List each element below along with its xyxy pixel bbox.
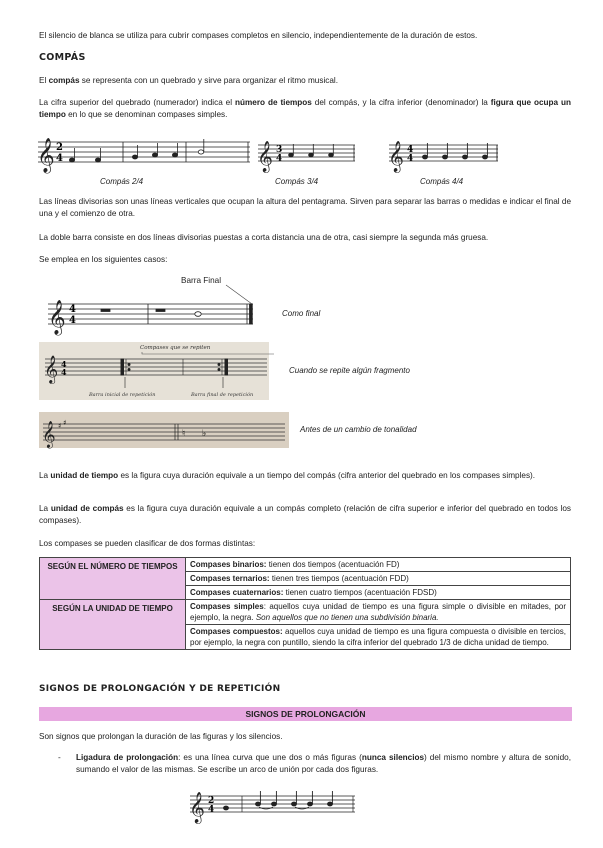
group-beat-unit: SEGÚN LA UNIDAD DE TIEMPO [40,600,186,650]
svg-text:𝄞: 𝄞 [42,422,56,448]
compas-paragraph-2: La cifra superior del quebrado (numerador) indica el número de tiempos del compás, y la cifra inferior (denominador) la figura que ocupa un tiempo en lo que se denominan compases simples. [39,98,571,119]
row-ternarios: Compases ternarios: tienen tres tiempos (acentuación FDD) [186,572,571,586]
caption-2-4: Compás 2/4 [100,177,144,186]
treble-clef-icon: 𝄞 [48,300,66,335]
signos-prolongacion-band: SIGNOS DE PROLONGACIÓN [39,707,572,721]
time-sig-denominator: 4 [208,805,215,815]
svg-text:4: 4 [69,304,76,315]
staff-2-4 [38,136,253,172]
list-bullet: - [58,753,61,762]
repeat-start-label: Barra inicial de repetición [89,392,156,398]
ligadura-paragraph: Ligadura de prolongación: es una línea curva que une dos o más figuras (nunca silencios) del mismo nombre y altura de sonido, sumando el valor de las mismas. Se escribe un arco de unión por cada dos figuras. [76,753,571,774]
time-sig-numerator: 2 [208,796,215,806]
svg-text:𝄞: 𝄞 [44,355,59,383]
group-number-of-beats: SEGÚN EL NÚMERO DE TIEMPOS [40,558,186,600]
time-sig-numerator: 4 [407,145,414,155]
svg-text:4: 4 [69,315,76,326]
signos-heading: SIGNOS DE PROLONGACIÓN Y DE REPETICIÓN [39,684,281,694]
table-row [40,558,571,572]
repeated-bars-label: Compases que se repiten [140,345,211,351]
svg-text:4: 4 [61,367,67,377]
treble-clef-icon: 𝄞 [189,792,205,823]
svg-text:♭: ♭ [202,429,207,439]
time-sig-denominator: 4 [407,154,414,164]
treble-clef-icon: 𝄞 [37,138,55,173]
time-sig-denominator: 4 [276,154,283,164]
barlines-paragraph-2: La doble barra consiste en dos líneas divisorias puestas a corta distancia una de otra, casi siempre la segunda más gruesa. [39,233,489,242]
classify-intro: Los compases se pueden clasificar de dos formas distintas: [39,539,256,548]
compas-classification-table [39,557,571,650]
case-caption-final: Como final [282,309,321,318]
svg-text:♮: ♮ [182,429,186,439]
treble-clef-icon: 𝄞 [257,141,273,172]
treble-clef-icon: 𝄞 [388,141,404,172]
barlines-paragraph-1: Las líneas divisorias son unas líneas verticales que ocupan la altura del pentagrama. Sirven para separar las barras o medidas e indicar el final de una y el comienzo de otra. [39,197,571,218]
ligadura-staff [190,788,360,822]
signos-intro: Son signos que prolongan la duración de las figuras y los silencios. [39,732,283,741]
caption-3-4: Compás 3/4 [275,177,319,186]
time-sig-denominator: 4 [56,153,63,164]
table-row [40,600,571,625]
unidad-tiempo-paragraph: La unidad de tiempo es la figura cuya duración equivale a un tiempo del compás (cifra anterior del quebrado en los compases simples). [39,471,536,480]
time-sig-numerator: 2 [56,142,63,153]
staff-3-4 [258,139,358,173]
key-change-score-image [39,412,289,448]
repeat-end-label: Barra final de repetición [191,392,254,398]
staff-4-4 [389,137,501,171]
repeat-score-image [39,342,269,400]
staff-final-barline [48,282,268,335]
row-simples: Compases simples: aquellos cuya unidad de tiempo es una figura simple o divisible en mitades, por ejemplo, la negra. Son aquellos que no tienen una subdivisión binaria. [186,600,571,625]
case-caption-key-change: Antes de un cambio de tonalidad [300,425,417,434]
compas-paragraph-1: El compás se representa con un quebrado y sirve para organizar el ritmo musical. [39,76,339,85]
unidad-compas-paragraph: La unidad de compás es la figura cuya duración equivale a un compás completo (relación de cifra superior e inferior del quebrado en todos los compases). [39,504,571,525]
case-caption-repeat: Cuando se repite algún fragmento [289,366,410,375]
svg-text:♯: ♯ [58,422,62,430]
svg-text:♯: ♯ [63,419,67,427]
row-compuestos: Compases compuestos: aquellos cuya unidad de tiempo es una figura compuesta o divisible en tercios, por ejemplo, la negra con puntillo, siendo la cifra inferior del quebrado 1/3 de dicha unidad de tiempo. [186,625,571,650]
compas-heading: COMPÁS [39,52,86,63]
barlines-paragraph-3: Se emplea en los siguientes casos: [39,255,168,264]
row-cuaternarios: Compases cuaternarios: tienen cuatro tiempos (acentuación FDSD) [186,586,571,600]
row-binarios: Compases binarios: tienen dos tiempos (acentuación FD) [186,558,571,572]
intro-line: El silencio de blanca se utiliza para cubrir compases completos en silencio, independientemente de la duración de estos. [39,31,478,40]
svg-text:4: 4 [61,359,67,369]
barra-final-label: Barra Final [181,276,222,285]
time-sig-numerator: 3 [276,145,283,155]
caption-4-4: Compás 4/4 [420,177,464,186]
